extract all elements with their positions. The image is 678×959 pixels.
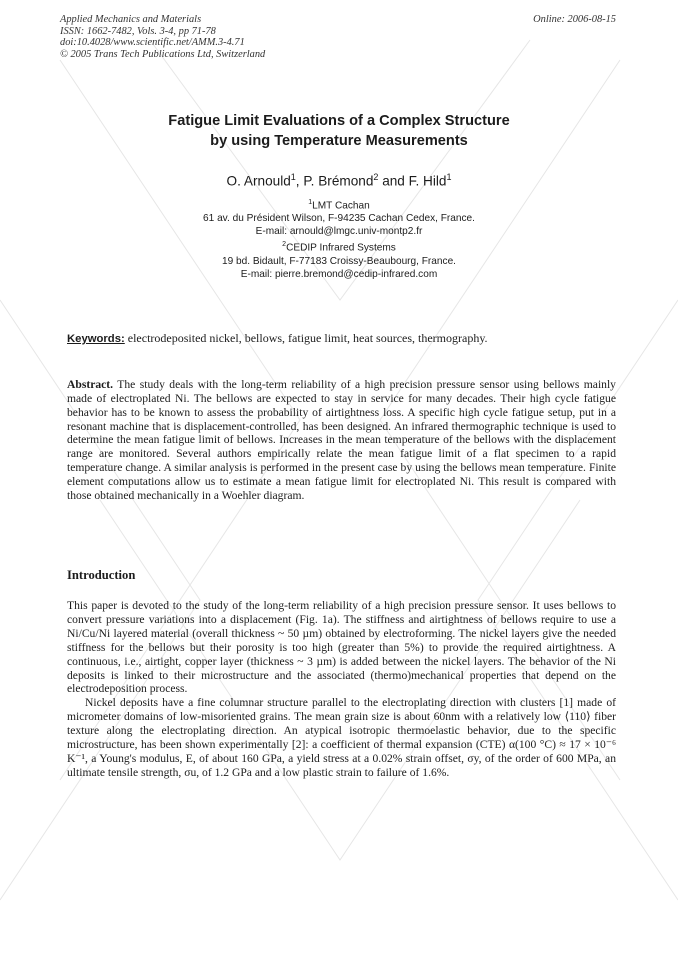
author-3: F. Hild (408, 173, 447, 189)
abstract-label: Abstract. (67, 378, 114, 391)
affiliation-2-email[interactable]: E-mail: pierre.bremond@cedip-infrared.com (240, 268, 438, 280)
paper-title (0, 112, 678, 151)
affiliation-2-address: 19 bd. Bidault, F-77183 Croissy-Beaubourg, France. (222, 255, 456, 267)
title-line-1: Fatigue Limit Evaluations of a Complex Structure (168, 113, 510, 129)
journal-header (60, 14, 265, 60)
affiliations (0, 196, 678, 281)
abstract (67, 378, 616, 503)
affiliation-1-email[interactable]: E-mail: arnould@lmgc.univ-montp2.fr (255, 226, 423, 238)
keywords (67, 331, 617, 347)
author-conjunction: and (382, 173, 405, 189)
author-1-affil: 1 (290, 172, 296, 182)
author-3-affil: 1 (446, 172, 452, 182)
author-2-affil: 2 (373, 172, 379, 182)
introduction-heading: Introduction (67, 568, 136, 582)
doi-line[interactable]: doi:10.4028/www.scientific.net/AMM.3-4.71 (60, 37, 245, 48)
abstract-text: The study deals with the long-term reliability of a high precision pressure sensor using bellows mainly made of electroplated Ni. The bellows are expected to stay in service for many decades. Their high cycle fatigue behavior has to be known to assess the probability of airtightness loss. A specific high cycle fatigue setup, put in a resonant machine that is displacement-controlled, has been designed. An infrared thermographic technique is used to determine the mean fatigue limit of bellows. Increases in the mean temperature of the bellows with the displacement range are monitored. Several authors empirically relate the mean fatigue limit of a flat specimen to a rapid temperature change. A similar analysis is performed in the present case by using the bellows mean temperature. Finite element computations allow us to estimate a mean fatigue limit for electroplated Ni. This result is compared with those obtained mechanically in a Woehler diagram. (67, 378, 616, 502)
affiliation-1-name: $^1$LMT Cachan (308, 199, 370, 212)
affiliation-2-name: $^2$CEDIP Infrared Systems (282, 241, 396, 254)
title-line-2: by using Temperature Measurements (210, 132, 468, 149)
keywords-text: electrodeposited nickel, bellows, fatigue limit, heat sources, thermography. (127, 331, 488, 345)
introduction-body (67, 599, 616, 780)
affiliation-1-address: 61 av. du Président Wilson, F-94235 Cachan Cedex, France. (203, 213, 475, 225)
intro-paragraph-1: This paper is devoted to the study of the long-term reliability of a high precision pressure sensor. It uses bellows to convert pressure variations into a displacement (Fig. 1a). The stiffness and airtightness of bellows require to use a Ni/Cu/Ni layered material (overall thickness ~ 50 µm) obtained by electroforming. The nickel layers give the needed stiffness for the bellows but their porosity is too high (greater than 5%) to provide the required airtightness. A continuous, i.e., airtight, copper layer (thickness ~ 3 µm) is added between the nickel layers. The behavior of the Ni deposits is linked to their microstructure and the associated (thermo)mechanical properties that depend on the electrodeposition process. (67, 599, 616, 696)
intro-paragraph-2: Nickel deposits have a fine columnar structure parallel to the electroplating direction with clusters [1] made of micrometer domains of low-misoriented grains. The mean grain size is about 60nm with a relatively low ⟨110⟩ fiber texture along the electroplating direction. An atypical isotropic thermoelastic behavior, due to the specific microstructure, has been shown experimentally [2]: a coefficient of thermal expansion (CTE) α(100 °C) ≈ 17 × 10⁻⁶ K⁻¹, a Young's modulus, E, of about 160 GPa, a yield stress at a 0.02% strain offset, σy, of the order of 600 MPa, an ultimate tensile strength, σu, of 1.2 GPa and a low plastic strain to failure of 1.6%. (67, 696, 616, 779)
author-2: P. Brémond (303, 173, 374, 189)
journal-name: Applied Mechanics and Materials (60, 14, 202, 25)
copyright-line: © 2005 Trans Tech Publications Ltd, Switzerland (60, 48, 266, 60)
issn-line: ISSN: 1662-7482, Vols. 3-4, pp 71-78 (60, 25, 216, 37)
online-date: Online: 2006-08-15 (533, 14, 616, 25)
keywords-label: Keywords: (67, 333, 125, 345)
author-list: O. Arnould$^1$, P. Brémond$^2$ and F. Hild$^1$ (226, 172, 452, 189)
author-1: O. Arnould (226, 173, 291, 189)
